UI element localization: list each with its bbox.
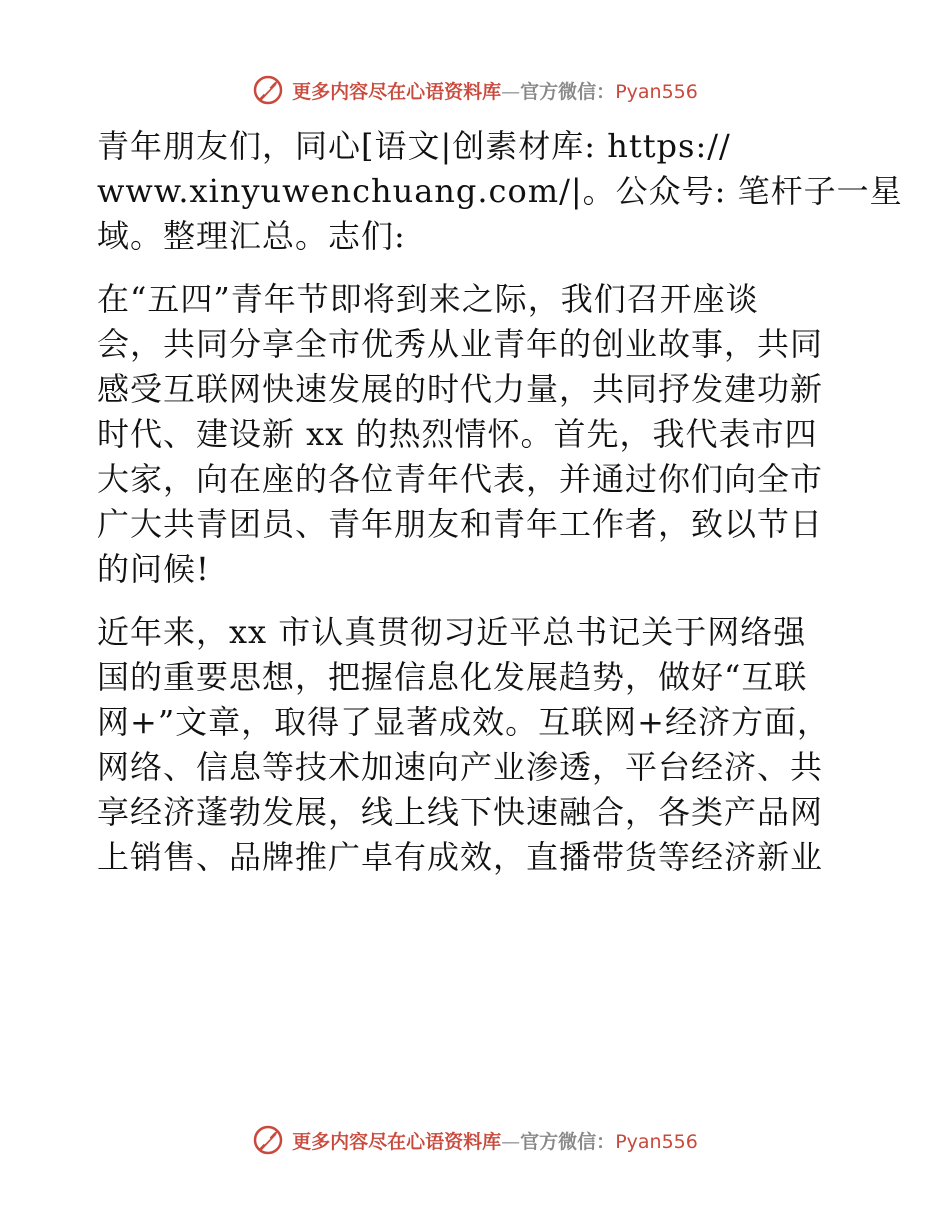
text-line: 近年来，xx 市认真贯彻习近平总书记关于网络强 [97,613,807,651]
banner-official-wechat-label: 官方微信： [520,80,616,103]
paragraph-greeting [97,124,903,259]
banner-dash: — [501,1130,521,1153]
document-body [97,124,903,898]
quill-logo-icon [252,1124,284,1156]
footer-banner [0,1120,950,1160]
banner-brand-text: 更多内容尽在心语资料库 [292,1130,502,1153]
text-line: 网络、信息等技术加速向产业渗透，平台经济、共 [97,748,824,786]
text-line: 在“五四”青年节即将到来之际，我们召开座谈 [97,280,759,318]
banner-wechat-id: Pyan556 [615,1130,698,1153]
text-line: 会，共同分享全市优秀从业青年的创业故事，共同 [97,325,824,363]
banner-dash: — [501,80,521,103]
text-line: 广大共青团员、青年朋友和青年工作者，致以节日 [97,505,824,543]
quill-logo-icon [252,74,284,106]
text-line: 域。整理汇总。志们: [97,217,406,255]
text-line: 大家，向在座的各位青年代表，并通过你们向全市 [97,460,824,498]
text-line: www.xinyuwenchuang.com/|。公众号: 笔杆子一星 [97,172,903,210]
text-line: 网+”文章，取得了显著成效。互联网+经济方面， [97,703,830,741]
text-line: 感受互联网快速发展的时代力量，共同抒发建功新 [97,370,824,408]
text-line: 上销售、品牌推广卓有成效，直播带货等经济新业 [97,838,824,876]
text-line: 享经济蓬勃发展，线上线下快速融合，各类产品网 [97,793,824,831]
banner-brand-text: 更多内容尽在心语资料库 [292,80,502,103]
header-banner [0,70,950,110]
text-line: 的问候! [97,550,210,588]
banner-official-wechat-label: 官方微信： [520,1130,616,1153]
text-line: 国的重要思想，把握信息化发展趋势，做好“互联 [97,658,808,696]
paragraph-opening [97,277,849,592]
paragraph-achievements [97,610,849,880]
banner-text [292,1127,698,1154]
text-line: 时代、建设新 xx 的热烈情怀。首先，我代表市四 [97,415,818,453]
text-line: 青年朋友们，同心[语文|创素材库: https:// [97,127,731,165]
banner-text [292,77,698,104]
banner-wechat-id: Pyan556 [615,80,698,103]
